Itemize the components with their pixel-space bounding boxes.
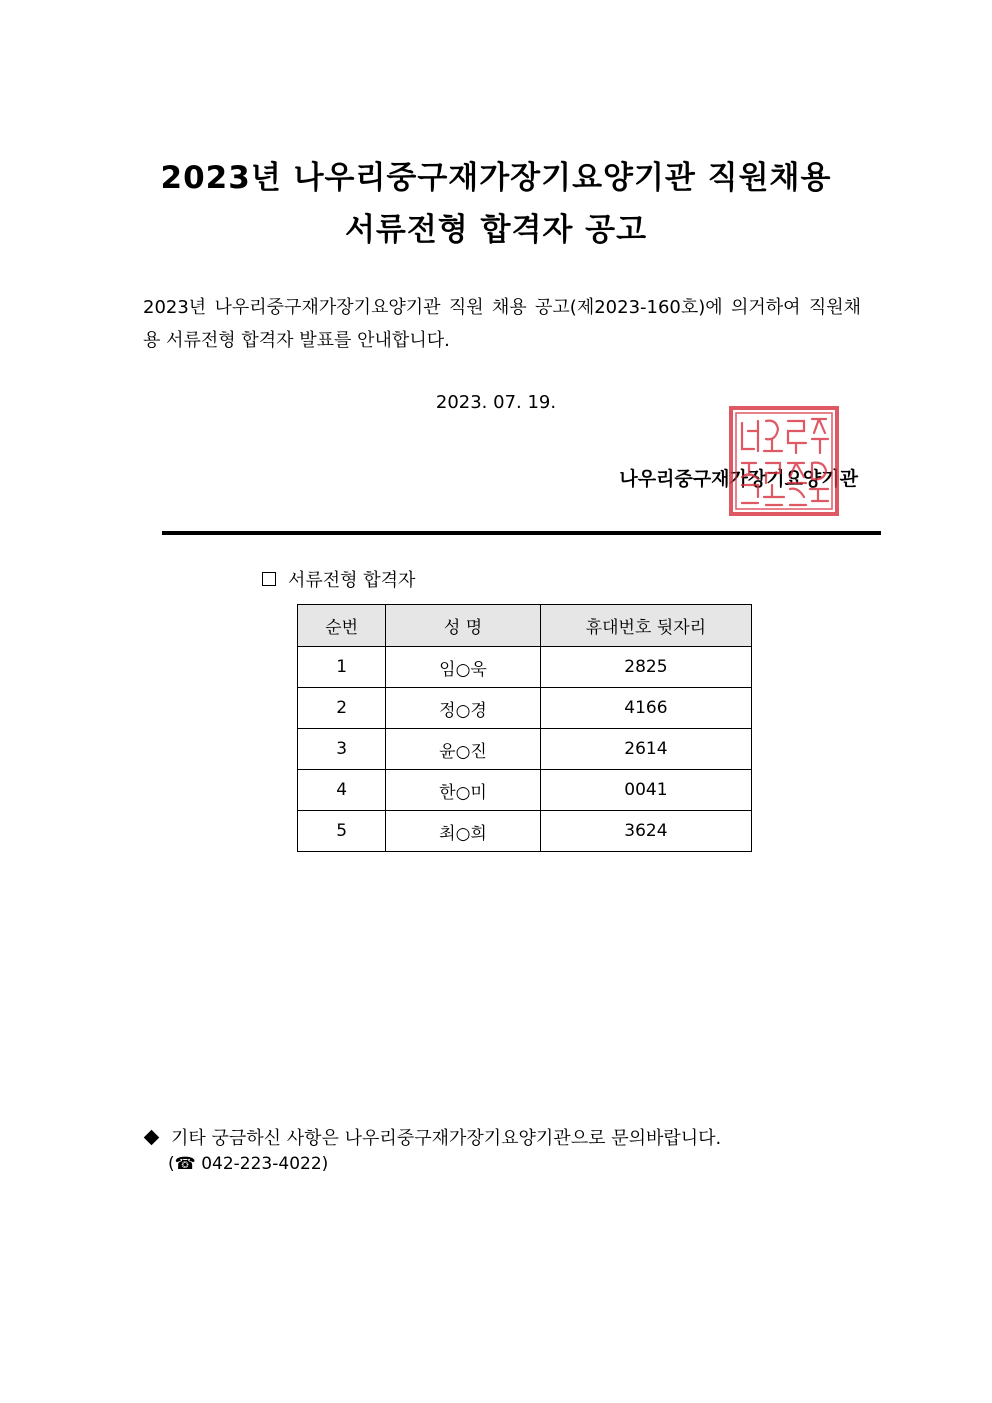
table-row — [298, 811, 752, 852]
cell-name: 정○경 — [386, 688, 541, 729]
results-table — [297, 604, 752, 852]
cell-phone-suffix: 2825 — [540, 647, 751, 688]
header-number: 순번 — [298, 605, 386, 647]
horizontal-divider — [162, 531, 881, 535]
announcement-date: 2023. 07. 19. — [435, 392, 557, 413]
document-title-line1: 2023년 나우리중구재가장기요양기관 직원채용 — [160, 160, 832, 196]
cell-name: 한○미 — [386, 770, 541, 811]
cell-number: 1 — [298, 647, 386, 688]
table-header-row — [298, 605, 752, 647]
table-row — [298, 729, 752, 770]
intro-paragraph: 2023년 나우리중구재가장기요양기관 직원 채용 공고(제2023-160호)에 의거하여 직원채용 서류전형 합격자 발표를 안내합니다. — [143, 297, 861, 351]
cell-name: 임○욱 — [386, 647, 541, 688]
header-phone-suffix: 휴대번호 뒷자리 — [540, 605, 751, 647]
contact-phone: (☎ 042-223-4022) — [168, 1154, 329, 1174]
cell-number: 3 — [298, 729, 386, 770]
table-row — [298, 688, 752, 729]
footer-note-text: 기타 궁금하신 사항은 나우리중구재가장기요양기관으로 문의바랍니다. — [171, 1128, 722, 1149]
header-name: 성 명 — [386, 605, 541, 647]
organization-name: 나우리중구재가장기요양기관 — [619, 468, 858, 490]
cell-name: 윤○진 — [386, 729, 541, 770]
cell-number: 4 — [298, 770, 386, 811]
section-title: 서류전형 합격자 — [288, 570, 416, 591]
diamond-bullet-icon — [144, 1129, 160, 1145]
table-row — [298, 647, 752, 688]
table-row — [298, 770, 752, 811]
cell-phone-suffix: 4166 — [540, 688, 751, 729]
cell-phone-suffix: 0041 — [540, 770, 751, 811]
cell-name: 최○희 — [386, 811, 541, 852]
square-bullet-icon — [262, 572, 276, 586]
footer-note — [142, 1124, 721, 1150]
official-seal-stamp — [728, 405, 840, 517]
cell-phone-suffix: 3624 — [540, 811, 751, 852]
cell-number: 2 — [298, 688, 386, 729]
cell-number: 5 — [298, 811, 386, 852]
section-heading — [262, 566, 415, 592]
document-title-line2: 서류전형 합격자 공고 — [344, 212, 648, 248]
cell-phone-suffix: 2614 — [540, 729, 751, 770]
